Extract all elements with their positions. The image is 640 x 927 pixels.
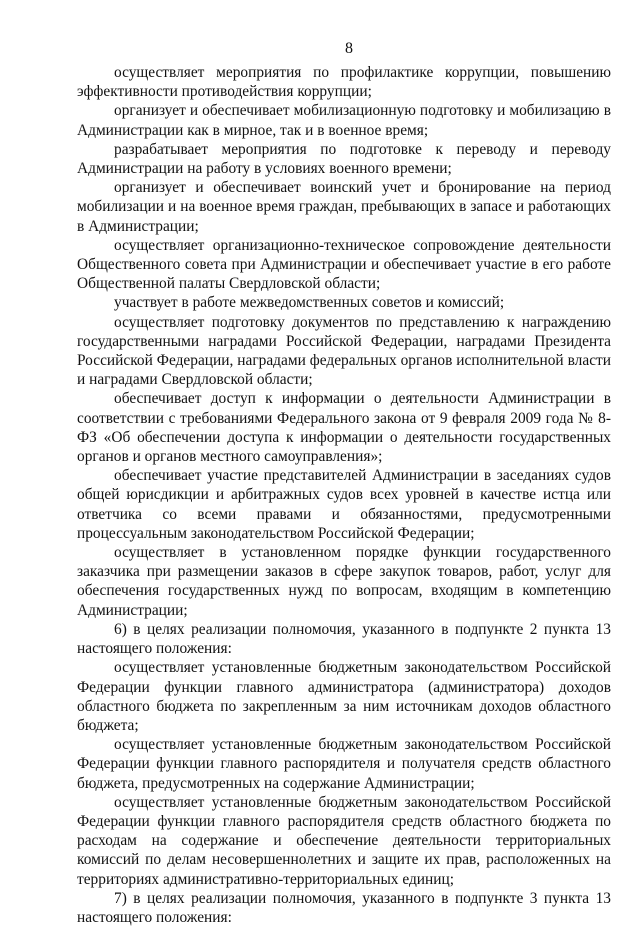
paragraph-juvenile-commissions: осуществляет установленные бюджетным законодательством Российской Федерации функции главного распорядителя средств областного бюджета по расходам на содержание и обеспечение деятельности территориальных комиссий по делам несовершеннолетних и защите их прав, расположенных на территориях административно-территориальных единиц; [77, 793, 611, 888]
paragraph-state-awards: осуществляет подготовку документов по представлению к награждению государственными наградами Российской Федерации, наградами Президента Российской Федерации, наградами федеральных органов исполнительной власти и наградами Свердловской области; [77, 313, 611, 389]
paragraph-military-registration: организует и обеспечивает воинский учет и бронирование на период мобилизации и на военное время граждан, пребывающих в запасе и работающих в Администрации; [77, 179, 611, 235]
paragraph-revenue-administrator: осуществляет установленные бюджетным законодательством Российской Федерации функции главного администратора (администратора) доходов областного бюджета по закрепленным за ним источникам доходов областного бюджета; [77, 659, 611, 734]
paragraph-court-participation: обеспечивает участие представителей Администрации в заседаниях судов общей юрисдикции и арбитражных судов всех уровней в качестве истца или ответчика со всеми правами и обязанностями, предусмотренными процессуальным законодательством Российской Федерации; [77, 467, 611, 542]
paragraph-budget-manager: осуществляет установленные бюджетным законодательством Российской Федерации функции главного распорядителя и получателя средств областного бюджета, предусмотренных на содержание Администрации; [77, 736, 611, 792]
paragraph-item-7-heading: 7) в целях реализации полномочия, указанного в подпункте 3 пункта 13 настоящего положения: [77, 889, 611, 926]
paragraph-item-6-heading: 6) в целях реализации полномочия, указанного в подпункте 2 пункта 13 настоящего положения: [77, 620, 611, 658]
paragraph-information-access: обеспечивает доступ к информации о деятельности Администрации в соответствии с требованиями Федерального закона от 9 февраля 2009 года № 8-ФЗ «Об обеспечении доступа к информации о деятельности государственных органов и органов местного самоуправления»; [77, 390, 611, 466]
paragraph-state-customer: осуществляет в установленном порядке функции государственного заказчика при размещении заказов в сфере закупок товаров, работ, услуг для обеспечения государственных нужд по вопросам, входящим в компетенцию Администрации; [77, 544, 611, 619]
paragraph-wartime-transfer: разрабатывает мероприятия по подготовке к переводу и переводу Администрации на работу в условиях военного времени; [77, 140, 611, 178]
document-page [77, 40, 611, 927]
paragraph-anticorruption: осуществляет мероприятия по профилактике коррупции, повышению эффективности противодействия коррупции; [77, 64, 611, 101]
paragraph-mobilization: организует и обеспечивает мобилизационную подготовку и мобилизацию в Администрации как в мирное, так и в военное время; [77, 102, 611, 139]
paragraph-public-council: осуществляет организационно-техническое сопровождение деятельности Общественного совета при Администрации и обеспечивает участие в его работе Общественной палаты Свердловской области; [77, 236, 611, 293]
paragraph-interagency-councils: участвует в работе межведомственных советов и комиссий; [114, 294, 505, 312]
page-number: 8 [345, 40, 353, 57]
